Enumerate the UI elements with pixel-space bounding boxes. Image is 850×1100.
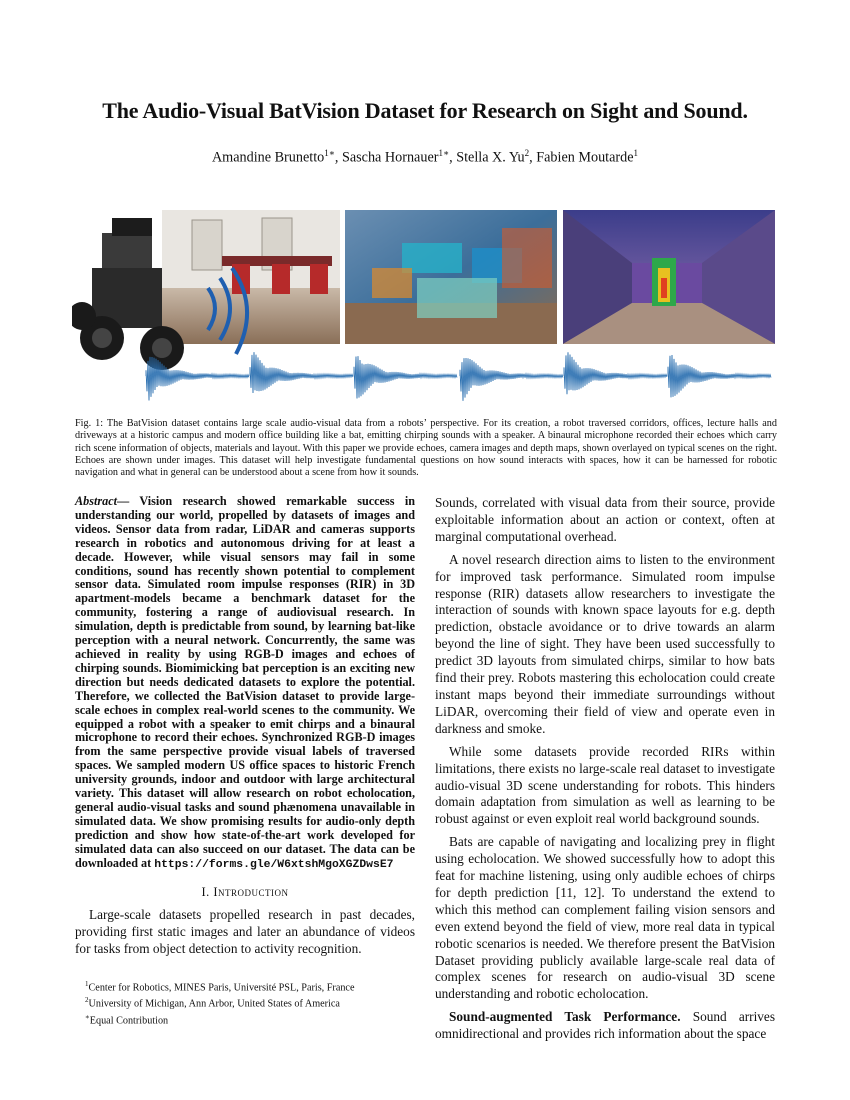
section-title: Introduction bbox=[213, 885, 289, 900]
author-affiliation: 1 bbox=[633, 148, 639, 158]
author-name: Sascha Hornauer bbox=[341, 149, 439, 166]
intro-paragraph: Large-scale datasets propelled research in past decades, providing first static images and later an abundance of videos for tasks from object detection to activity recognition. bbox=[75, 907, 415, 957]
paper-title: The Audio-Visual BatVision Dataset for Research on Sight and Sound. bbox=[102, 98, 748, 123]
robot-with-speaker-photo bbox=[72, 210, 340, 370]
author-name: Stella X. Yu bbox=[456, 149, 525, 166]
paragraph-run-in-heading: Sound-augmented Task Performance. bbox=[449, 1009, 681, 1025]
body-paragraph: Bats are capable of navigating and localizing prey in flight using echolocation. We showed successfully how to adopt this feat for machine listening, using only audible echoes of chirps for depth prediction [11, 12]. To understand the extend to which this method can complement failing vision sensors and even extend beyond the field of view, more real data in typical robotic scenarios is needed. We therefore present the BatVision Dataset providing publicly available large-scale real data of complex scenes for research on audio-visual 3D scene understanding and robotic echolocation. bbox=[435, 834, 775, 1002]
footnote-mark: 1 bbox=[85, 980, 89, 988]
footnote-text: University of Michigan, Ann Arbor, United States of America bbox=[88, 998, 340, 1010]
footnote bbox=[75, 1011, 415, 1027]
echo-waveform-2 bbox=[250, 352, 353, 393]
body-paragraph: A novel research direction aims to listen to the environment for improved task performance. Simulated room impulse response (RIR) datasets allow researchers to investigate the interaction of sounds with known space layouts for e.g. depth prediction, obstacle avoidance or to drive towards an alarm beyond the line of sight. They have been used successfully to predict 3D layouts from simulated chirps, similar to how bats find their prey. Robots mastering this echolocation could create instant maps beyond their immediate surroundings without LiDAR, overcoming their field of view and operate even in darkness and smoke. bbox=[435, 551, 775, 736]
footnote bbox=[75, 978, 415, 994]
body-paragraph-sound-augmented bbox=[435, 1009, 775, 1043]
author-affiliation: 2 bbox=[524, 148, 530, 158]
echo-waveform-3 bbox=[354, 356, 457, 398]
right-column bbox=[435, 495, 775, 1049]
left-column bbox=[75, 495, 415, 964]
footnote bbox=[75, 994, 415, 1010]
footnote-text: Equal Contribution bbox=[89, 1015, 169, 1027]
author-name: Amandine Brunetto bbox=[211, 149, 325, 166]
footnote-text: Center for Robotics, MINES Paris, Université PSL, Paris, France bbox=[88, 982, 355, 994]
footnote-mark: 2 bbox=[85, 996, 89, 1005]
echo-waveforms bbox=[146, 352, 771, 401]
section-number: I. bbox=[201, 885, 210, 900]
body-paragraph: While some datasets provide recorded RIRs within limitations, there exists no large-scale real dataset to investigate audio-visual 3D scene understanding for robots. This hinders domain adaptation from simulation as well as learning to be robust against or even exploit real world background sounds. bbox=[435, 743, 775, 827]
download-link[interactable]: https://forms.gle/W6xtshMgoXGZDwsE7 bbox=[154, 858, 394, 871]
echo-waveform-4 bbox=[460, 358, 563, 401]
paragraph-text: Sound arrives omnidirectional and provides rich information about the space bbox=[435, 1009, 776, 1042]
echo-waveform-6 bbox=[668, 355, 771, 397]
figure-1 bbox=[72, 208, 780, 408]
abstract-label: Abstract bbox=[75, 494, 117, 508]
overlayed-depth-map-lecture-hall bbox=[345, 210, 557, 344]
author-affiliation: 1∗ bbox=[324, 148, 335, 158]
overlayed-depth-map-corridor bbox=[563, 210, 775, 344]
author-list: Amandine Brunetto$^{1∗}$, Sascha Hornauer$^{1∗}$, Stella X. Yu$^2$, Fabien Moutarde$^1$ bbox=[211, 148, 639, 166]
abstract: Abstract— Vision research showed remarkable success in understanding our world, propelled by datasets of images and videos. Sensor data from radar, LiDAR and cameras supports research in robotics and autonomous driving for at least a decade. However, while visual sensors may fail in some conditions, sound has recently shown potential to complement sensor data. Simulated room impulse responses (RIR) in 3D apartment-models became a benchmark dataset for the community, fostering a range of audiovisual research. In simulation, depth is predictable from sound, by learning bat-like perception with a neural network. Concurrently, the same was achieved in reality by using RGB-D images and echoes of chirping sounds. Biomimicking bat perception is an exciting new direction but needs dedicated datasets to explore the potential. Therefore, we collected the BatVision dataset to provide large-scale echoes in complex real-world scenes to the community. We equipped a robot with a speaker to emit chirps and a binaural microphone to record their echoes. Synchronized RGB-D images from the same perspective provide visual labels of traversed spaces. We sampled modern US office spaces to historic French university grounds, indoor and outdoor with large architectural variety. This dataset will allow research on robot echolocation, general audio-visual tasks and sound phænomena unavailable in simulated data. We show promising results for audio-only depth prediction and show how state-of-the-art work developed for simulated data can also succeed on our dataset. The data can be downloaded at https://forms.gle/W6xtshMgoXGZDwsE7 bbox=[75, 494, 415, 871]
figure-caption: Fig. 1: The BatVision dataset contains large scale audio-visual data from a robots’ perspective. For its creation, a robot traversed corridors, offices, lecture halls and driveways at a historic campus and modern office building like a bat, emitting chirping sounds with a speaker. A binaural microphone recorded their echoes which carry rich scene information of objects, materials and layout. With this paper we provide echoes, camera images and depth maps, shown overlayed on typical scenes on the right. Echoes are shown under images. This dataset will help investigate fundamental questions on how sound interacts with spaces, how it can be harnessed for robotic navigation and what in general can be understood about a scene from how it sounds. bbox=[75, 418, 777, 479]
abstract-text: Vision research showed remarkable success in understanding our world, propelled by datasets of images and videos. Sensor data from radar, LiDAR and cameras supports research in robotics and autonomous driving for at least a decade. However, while visual sensors may fail in some conditions, sound has recently shown potential to complement sensor data. Simulated room impulse responses (RIR) in 3D apartment-models became a benchmark dataset for the community, fostering a range of audiovisual research. In simulation, depth is predictable from sound, by learning bat-like perception with a neural network. Concurrently, the same was achieved in reality by using RGB-D images and echoes of chirping sounds. Biomimicking bat perception is an exciting new direction but needs dedicated datasets to explore the potential. Therefore, we collected the BatVision dataset to provide large-scale echoes in complex real-world scenes to the community. We equipped a robot with a speaker to emit chirps and a binaural microphone to record their echoes. Synchronized RGB-D images from the same perspective provide visual labels of traversed spaces. We sampled modern US office spaces to historic French university grounds, indoor and outdoor with large architectural variety. This dataset will allow research on robot echolocation, general audio-visual tasks and sound phænomena unavailable in simulated data. We show promising results for audio-only depth prediction and show how state-of-the-art work developed for simulated data can also succeed on our dataset. The data can be downloaded at bbox=[75, 494, 415, 870]
author-affiliation: 1∗ bbox=[438, 148, 450, 158]
section-heading-introduction bbox=[75, 884, 415, 901]
footnotes bbox=[75, 978, 415, 1027]
body-paragraph: Sounds, correlated with visual data from their source, provide exploitable information about an action or context, often at marginal computational overhead. bbox=[435, 495, 775, 544]
footnote-mark: ∗ bbox=[85, 1012, 90, 1021]
author-name: Fabien Moutarde bbox=[536, 149, 634, 166]
echo-waveform-5 bbox=[564, 352, 667, 394]
